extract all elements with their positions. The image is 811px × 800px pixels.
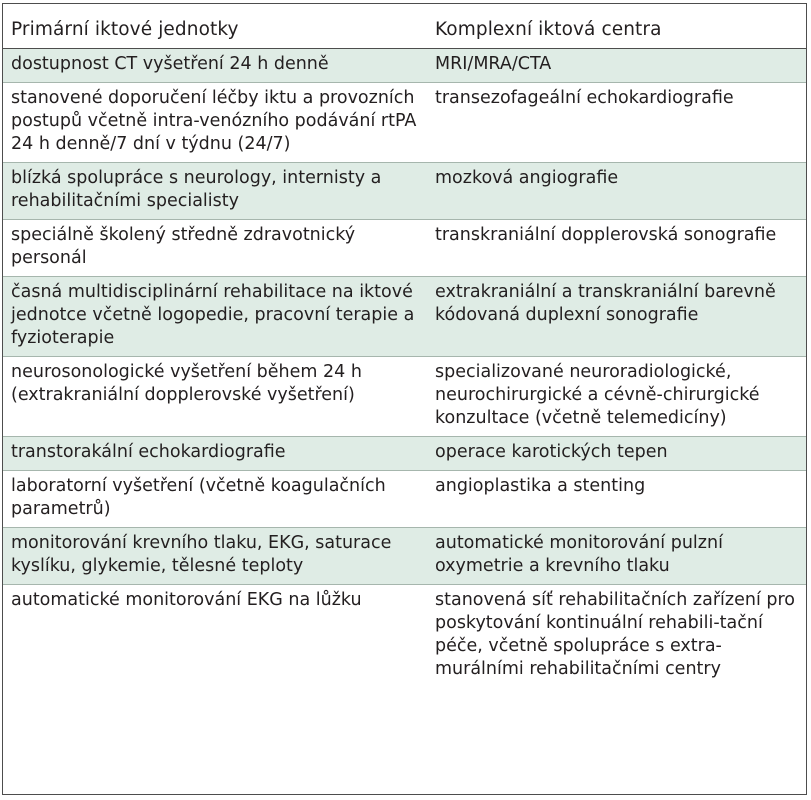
table-header-row	[3, 4, 806, 49]
table-row	[3, 83, 806, 163]
cell-comprehensive: transkraniální dopplerovská sonografie	[427, 220, 806, 277]
cell-comprehensive: MRI/MRA/CTA	[427, 49, 806, 83]
table-row	[3, 471, 806, 528]
table-frame	[2, 3, 807, 795]
cell-primary: dostupnost CT vyšetření 24 h denně	[3, 49, 427, 83]
table-row	[3, 277, 806, 357]
cell-comprehensive: angioplastika a stenting	[427, 471, 806, 528]
table-row	[3, 163, 806, 220]
table-row	[3, 437, 806, 471]
stroke-units-table	[3, 4, 806, 687]
table-row	[3, 585, 806, 688]
cell-primary: transtorakální echokardiografie	[3, 437, 427, 471]
table-row	[3, 49, 806, 83]
cell-primary: neurosonologické vyšetření během 24 h (extrakraniální dopplerovské vyšetření)	[3, 357, 427, 437]
cell-comprehensive: stanovená síť rehabilitačních zařízení pro poskytování kontinuální rehabili-tační péče, včetně spolupráce s extra-murálními rehabilitačními centry	[435, 590, 795, 679]
cell-comprehensive: extrakraniální a transkraniální barevně kódovaná duplexní sonografie	[427, 277, 806, 357]
header-primary-units: Primární iktové jednotky	[3, 4, 427, 49]
cell-comprehensive: mozková angiografie	[427, 163, 806, 220]
cell-primary: časná multidisciplinární rehabilitace na iktové jednotce včetně logopedie, pracovní terapie a fyzioterapie	[3, 277, 427, 357]
cell-comprehensive: transezofageální echokardiografie	[427, 83, 806, 163]
cell-comprehensive: specializované neuroradiologické, neurochirurgické a cévně-chirurgické konzultace (včetně telemedicíny)	[427, 357, 806, 437]
cell-primary: monitorování krevního tlaku, EKG, saturace kyslíku, glykemie, tělesné teploty	[3, 528, 427, 585]
table-row	[3, 528, 806, 585]
cell-primary: stanovené doporučení léčby iktu a provozních postupů včetně intra-venózního podávání rtPA 24 h denně/7 dní v týdnu (24/7)	[3, 83, 427, 163]
cell-primary: speciálně školený středně zdravotnický personál	[3, 220, 427, 277]
cell-comprehensive: automatické monitorování pulzní oxymetrie a krevního tlaku	[427, 528, 806, 585]
table-row	[3, 220, 806, 277]
cell-primary: automatické monitorování EKG na lůžku	[11, 590, 362, 610]
cell-primary: blízká spolupráce s neurology, internisty a rehabilitačními specialisty	[3, 163, 427, 220]
table-row	[3, 357, 806, 437]
cell-comprehensive: operace karotických tepen	[427, 437, 806, 471]
header-comprehensive-centers: Komplexní iktová centra	[427, 4, 806, 49]
cell-primary: laboratorní vyšetření (včetně koagulačních parametrů)	[3, 471, 427, 528]
